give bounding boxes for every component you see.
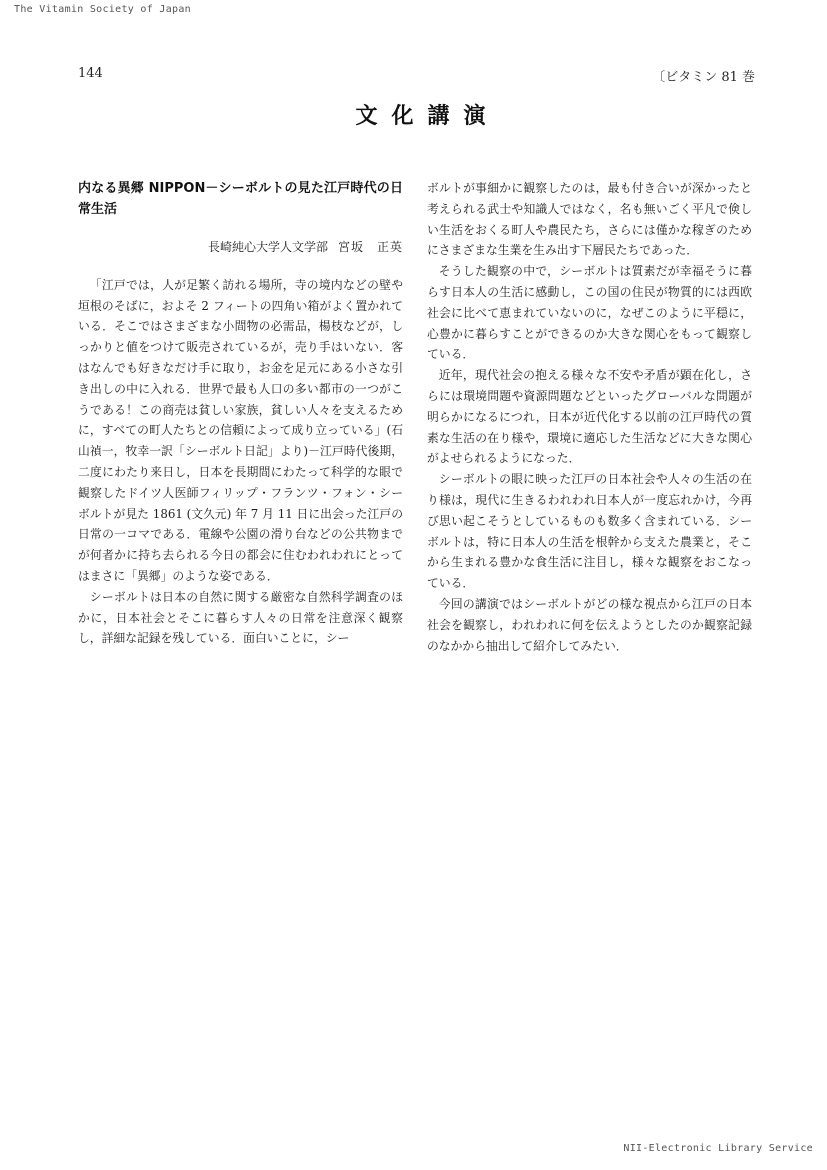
author-affiliation: 長崎純心大学人文学部 <box>207 240 328 254</box>
author-name: 宮坂 正英 <box>337 240 403 254</box>
right-column <box>427 178 752 656</box>
watermark-bottom: NII-Electronic Library Service <box>623 1143 813 1154</box>
section-title: 文化講演 <box>355 104 500 129</box>
article-title: 内なる異郷 NIPPON－シーボルトの見た江戸時代の日常生活 <box>78 181 403 217</box>
watermark-top: The Vitamin Society of Japan <box>14 4 191 15</box>
left-column <box>78 178 403 649</box>
body-paragraph: ボルトが事細かに観察したのは，最も付き合いが深かったと考えられる武士や知識人ではなく，名も無いごく平凡で倹しい生活をおくる町人や農民たち，さらには僅かな稼ぎのためにさまざまな生業を生み出す下層民たちであった． <box>427 181 752 258</box>
running-head: 〔ビタミン 81 巻 <box>652 70 755 85</box>
author-line <box>78 237 403 258</box>
page-number: 144 <box>78 66 103 81</box>
body-paragraph: 近年，現代社会の抱える様々な不安や矛盾が顕在化し，さらには環境問題や資源問題などといったグローバルな問題が明らかになるにつれ，日本が近代化する以前の江戸時代の質素な生活の在り様や，環境に適応した生活などに大きな関心がよせられるようになった． <box>427 368 752 466</box>
body-paragraph: シーボルトの眼に映った江戸の日本社会や人々の生活の在り様は，現代に生きるわれわれ日本人が一度忘れかけ，今再び思い起こそうとしているものも数多く含まれている．シーボルトは，特に日本人の生活を根幹から支えた農業と，そこから生まれる豊かな食生活に注目し，様々な観察をおこなっている． <box>427 472 752 591</box>
body-paragraph: 今回の講演ではシーボルトがどの様な視点から江戸の日本社会を観察し，われわれに何を伝えようとしたのか観察記録のなかから抽出して紹介してみたい． <box>427 596 752 653</box>
body-paragraph: 「江戸では，人が足繁く訪れる場所，寺の境内などの壁や垣根のそばに，およそ 2 フィートの四角い箱がよく置かれている．そこではさまざまな小間物の必需品，楊枝などが，しっかりと値をつけて販売されているが，売り手はいない．客はなんでも好きなだけ手に取り，お金を足元にある小さな引き出しの中に入れる．世界で最も人口の多い都市の一つがこうである！この商売は貧しい家族，貧しい人々を支えるために，すべての町人たちとの信頼によって成り立っている」(石山禎一，牧幸一訳「シーボルト日記」より)－江戸時代後期，二度にわたり来日し，日本を長期間にわたって科学的な眼で観察したドイツ人医師フィリップ・フランツ・フォン・シーボルトが見た 1861 (文久元) 年 7 月 11 日に出会った江戸の日常の一コマである．電線や公園の滑り台などの公共物までが何者かに持ち去られる今日の都会に住むわれわれにとってはまさに「異郷」のような姿である． <box>78 277 403 583</box>
body-paragraph: シーボルトは日本の自然に関する厳密な自然科学調査のほかに，日本社会とそこに暮らす人々の日常を注意深く観察し，詳細な記録を残している．面白いことに，シー <box>78 589 403 646</box>
body-paragraph: そうした観察の中で，シーボルトは質素だが幸福そうに暮らす日本人の生活に感動し，この国の住民が物質的には西欧社会に比べて恵まれていないのに，なぜこのように平穏に，心豊かに暮らすことができるのか大きな関心をもって観察している． <box>427 264 752 362</box>
